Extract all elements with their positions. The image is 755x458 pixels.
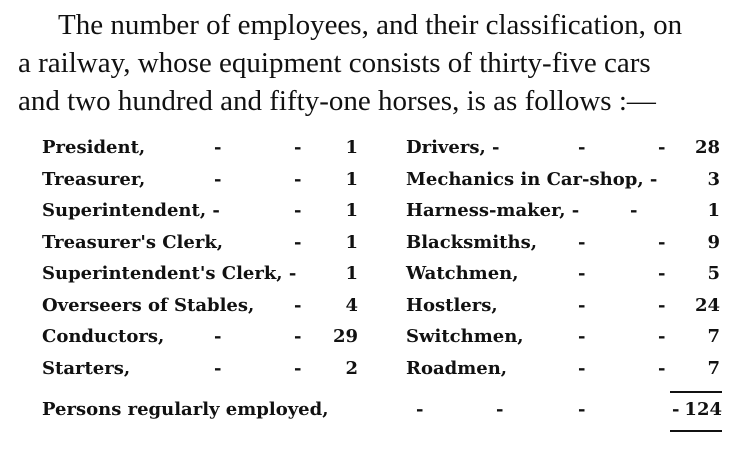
table-row xyxy=(406,132,720,164)
row-value: 9 xyxy=(707,231,720,253)
sum-rule-top xyxy=(670,391,722,393)
leader-dash: - xyxy=(214,168,222,190)
row-value: 28 xyxy=(694,137,720,158)
row-label: Hostlers, xyxy=(406,294,498,316)
leader-dash: - xyxy=(214,326,222,347)
leader-dash: - xyxy=(578,263,586,284)
table-row xyxy=(42,227,362,259)
row-label: Conductors, xyxy=(42,326,165,347)
leader-dash: - xyxy=(214,137,222,158)
employee-table-left-column xyxy=(42,132,362,384)
table-row xyxy=(406,227,720,259)
table-row xyxy=(42,164,362,196)
row-label: Treasurer's Clerk, xyxy=(42,231,224,253)
row-label: President, xyxy=(42,137,146,158)
row-label: Starters, xyxy=(42,357,131,379)
total-label: Persons regularly employed, xyxy=(42,399,329,420)
row-value: 4 xyxy=(345,294,358,316)
total-dash-4: - xyxy=(672,399,680,420)
total-dash-2: - xyxy=(496,399,504,420)
table-row xyxy=(406,353,720,385)
intro-paragraph xyxy=(18,6,740,120)
leader-dash: - xyxy=(658,137,666,158)
table-row xyxy=(42,321,362,353)
row-label: Superintendent, - xyxy=(42,200,220,221)
row-value: 29 xyxy=(332,326,358,347)
leader-dash: - xyxy=(658,263,666,284)
row-value: 2 xyxy=(345,357,358,379)
row-value: 1 xyxy=(345,168,358,190)
row-label: Mechanics in Car-shop, - xyxy=(406,168,658,190)
leader-dash: - xyxy=(294,357,302,379)
table-row xyxy=(42,132,362,164)
leader-dash: - xyxy=(578,294,586,316)
table-row xyxy=(406,258,720,290)
row-value: 1 xyxy=(345,137,358,158)
total-row xyxy=(42,394,722,426)
total-dash-3: - xyxy=(578,399,586,420)
leader-dash: - xyxy=(294,137,302,158)
leader-dash: - xyxy=(214,357,222,379)
leader-dash: - xyxy=(294,231,302,253)
row-value: 1 xyxy=(707,200,720,221)
leader-dash: - xyxy=(294,200,302,221)
leader-dash: - xyxy=(294,294,302,316)
row-label: Overseers of Stables, xyxy=(42,294,255,316)
leader-dash: - xyxy=(658,357,666,379)
table-row xyxy=(42,258,362,290)
employee-table-right-column xyxy=(406,132,720,384)
row-value: 5 xyxy=(707,263,720,284)
row-label: Drivers, - xyxy=(406,137,500,158)
table-row xyxy=(42,290,362,322)
table-row xyxy=(406,290,720,322)
leader-dash: - xyxy=(630,200,638,221)
leader-dash: - xyxy=(578,137,586,158)
total-value: 124 xyxy=(684,399,722,420)
row-value: 1 xyxy=(345,200,358,221)
row-label: Superintendent's Clerk, - xyxy=(42,263,297,284)
total-dash-1: - xyxy=(416,399,424,420)
leader-dash: - xyxy=(294,326,302,347)
row-label: Treasurer, xyxy=(42,168,146,190)
row-label: Switchmen, xyxy=(406,326,524,347)
row-label: Watchmen, xyxy=(406,263,519,284)
table-row xyxy=(406,321,720,353)
row-value: 7 xyxy=(707,357,720,379)
table-row xyxy=(406,164,720,196)
table-row xyxy=(42,353,362,385)
intro-line-2: a railway, whose equipment consists of thirty-five cars xyxy=(18,47,651,79)
leader-dash: - xyxy=(294,168,302,190)
table-row xyxy=(42,195,362,227)
row-label: Harness-maker, - xyxy=(406,200,580,221)
leader-dash: - xyxy=(578,231,586,253)
leader-dash: - xyxy=(578,326,586,347)
leader-dash: - xyxy=(658,294,666,316)
row-value: 24 xyxy=(694,294,720,316)
intro-line-3: and two hundred and fifty-one horses, is as follows :— xyxy=(18,85,656,117)
row-value: 1 xyxy=(345,263,358,284)
row-value: 3 xyxy=(707,168,720,190)
leader-dash: - xyxy=(658,326,666,347)
table-row xyxy=(406,195,720,227)
row-value: 1 xyxy=(345,231,358,253)
row-label: Roadmen, xyxy=(406,357,508,379)
leader-dash: - xyxy=(658,231,666,253)
sum-rule-bottom xyxy=(670,430,722,432)
leader-dash: - xyxy=(578,357,586,379)
intro-line-1: The number of employees, and their classification, on xyxy=(58,9,683,41)
row-label: Blacksmiths, xyxy=(406,231,537,253)
row-value: 7 xyxy=(707,326,720,347)
